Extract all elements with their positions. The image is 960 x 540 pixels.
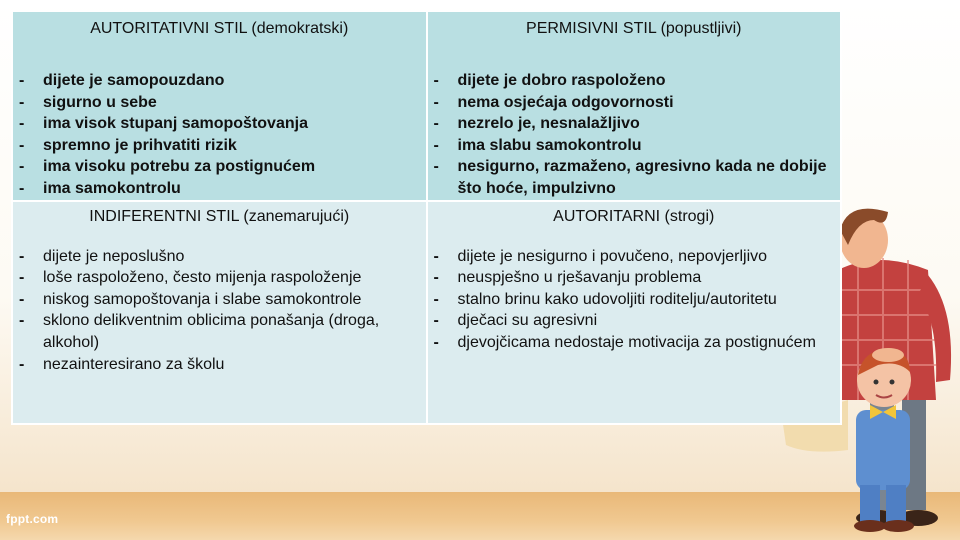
list-item: - ima slabu samokontrolu: [458, 135, 837, 157]
list-item: - nema osjećaja odgovornosti: [458, 92, 837, 114]
list-indifferent: [13, 246, 426, 376]
list-item: - sklono delikventnim oblicima ponašanja (droga, alkohol): [43, 310, 422, 353]
list-item: - dijete je samopouzdano: [43, 70, 422, 92]
cell-indifferent: [12, 201, 427, 424]
cell-title-indifferent: INDIFERENTNI STIL (zanemarujući): [89, 207, 350, 225]
list-item: - nezainteresirano za školu: [43, 354, 422, 376]
list-authoritarian: [428, 246, 841, 354]
list-permissive: [428, 70, 841, 200]
list-item: - djevojčicama nedostaje motivacija za postignućem: [458, 332, 837, 354]
list-item: - spremno je prihvatiti rizik: [43, 135, 422, 157]
list-item: - dijete je dobro raspoloženo: [458, 70, 837, 92]
list-item: - loše raspoloženo, često mijenja raspoloženje: [43, 267, 422, 289]
list-item: - ima visoku potrebu za postignućem: [43, 156, 422, 178]
cell-permissive: [427, 11, 842, 201]
list-item: - dijete je nesigurno i povučeno, nepovjerljivo: [458, 246, 837, 268]
parenting-styles-table: [11, 10, 842, 425]
cell-title-permissive: PERMISIVNI STIL (popustljivi): [526, 20, 742, 37]
cell-authoritative: [12, 11, 427, 201]
cell-title-authoritative: AUTORITATIVNI STIL (demokratski): [90, 20, 349, 37]
table-row: [12, 201, 841, 424]
list-item: - stalno brinu kako udovoljiti roditelju/autoritetu: [458, 289, 837, 311]
cell-title-authoritarian: AUTORITARNI (strogi): [553, 207, 715, 225]
list-authoritative: [13, 70, 426, 200]
list-item: - ima samokontrolu: [43, 178, 422, 200]
list-item: - dijete je neposlušno: [43, 246, 422, 268]
list-item: - ima visok stupanj samopoštovanja: [43, 113, 422, 135]
cell-authoritarian: [427, 201, 842, 424]
list-item: - sigurno u sebe: [43, 92, 422, 114]
list-item: - neuspješno u rješavanju problema: [458, 267, 837, 289]
list-item: - nezrelo je, nesnalažljivo: [458, 113, 837, 135]
list-item: - nesigurno, razmaženo, agresivno kada ne dobije što hoće, impulzivno: [458, 156, 837, 199]
list-item: - dječaci su agresivni: [458, 310, 837, 332]
footer-brand: fppt.com: [6, 512, 59, 526]
list-item: - niskog samopoštovanja i slabe samokontrole: [43, 289, 422, 311]
table-row: [12, 11, 841, 201]
